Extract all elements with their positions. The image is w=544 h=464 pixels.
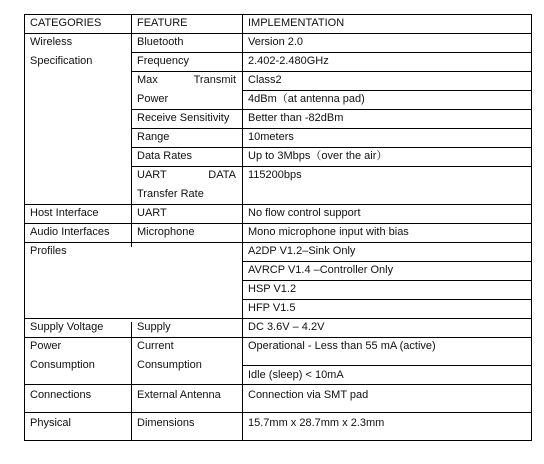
category-physical: Physical (30, 417, 71, 429)
feature-microphone: Microphone (137, 226, 195, 238)
feature-frequency: Frequency (137, 55, 189, 67)
value-connections: Connection via SMT pad (248, 389, 369, 401)
value-range: 10meters (248, 131, 294, 143)
category-supply-voltage: Supply Voltage (30, 321, 104, 333)
section-divider (24, 412, 532, 413)
header-feature: FEATURE (137, 17, 188, 29)
value-power-idle: Idle (sleep) < 10mA (248, 369, 344, 381)
category-host-interface: Host Interface (30, 207, 99, 219)
feature-transmit-word: Transmit (193, 74, 236, 86)
feature-current: Current (137, 340, 174, 352)
feature-max-transmit-line1 (131, 71, 242, 90)
feature-external-antenna: External Antenna (137, 389, 221, 401)
feature-uart-rate-line1 (131, 166, 242, 185)
value-uart: No flow control support (248, 207, 361, 219)
feature-range: Range (137, 131, 170, 143)
feature-uart-rate-line2: Transfer Rate (137, 188, 204, 200)
category-power: Power (30, 340, 62, 352)
category-connections: Connections (30, 389, 92, 401)
category-wireless-line2: Specification (30, 55, 93, 67)
value-profile-a2dp: A2DP V1.2–Sink Only (248, 245, 356, 257)
category-profiles: Profiles (30, 245, 67, 257)
feature-max-word: Max (137, 74, 158, 86)
category-wireless: Wireless (30, 36, 73, 48)
feature-data-rates: Data Rates (137, 150, 193, 162)
border-bottom (24, 440, 532, 441)
value-frequency: 2.402-2.480GHz (248, 55, 329, 67)
feature-uart: UART (137, 207, 167, 219)
value-data-rates: Up to 3Mbps（over the air） (248, 150, 388, 162)
value-supply: DC 3.6V – 4.2V (248, 321, 325, 333)
value-power-dbm: 4dBm（at antenna pad) (248, 93, 365, 105)
category-power-line2: Consumption (30, 359, 95, 371)
value-receive-sensitivity: Better than -82dBm (248, 112, 344, 124)
feature-dimensions: Dimensions (137, 417, 195, 429)
spec-table (24, 14, 532, 441)
feature-current-line2: Consumption (137, 359, 202, 371)
value-profile-avrcp: AVRCP V1.4 –Controller Only (248, 264, 394, 276)
value-profile-hfp: HFP V1.5 (248, 302, 296, 314)
feature-data-word: DATA (208, 169, 236, 181)
value-power-operational: Operational - Less than 55 mA (active) (248, 340, 436, 352)
value-profile-hsp: HSP V1.2 (248, 283, 297, 295)
feature-bluetooth: Bluetooth (137, 36, 184, 48)
value-microphone: Mono microphone input with bias (248, 226, 409, 238)
header-categories: CATEGORIES (30, 17, 102, 29)
value-bluetooth: Version 2.0 (248, 36, 304, 48)
feature-supply: Supply (137, 321, 171, 333)
feature-receive-sensitivity: Receive Sensitivity (137, 112, 230, 124)
category-audio-interfaces: Audio Interfaces (30, 226, 110, 238)
value-uart-rate: 115200bps (248, 169, 302, 181)
value-dimensions: 15.7mm x 28.7mm x 2.3mm (248, 417, 385, 429)
header-implementation: IMPLEMENTATION (248, 17, 345, 29)
feature-max-transmit-line2: Power (137, 93, 169, 105)
feature-uart-word: UART (137, 169, 167, 181)
value-class: Class2 (248, 74, 282, 86)
